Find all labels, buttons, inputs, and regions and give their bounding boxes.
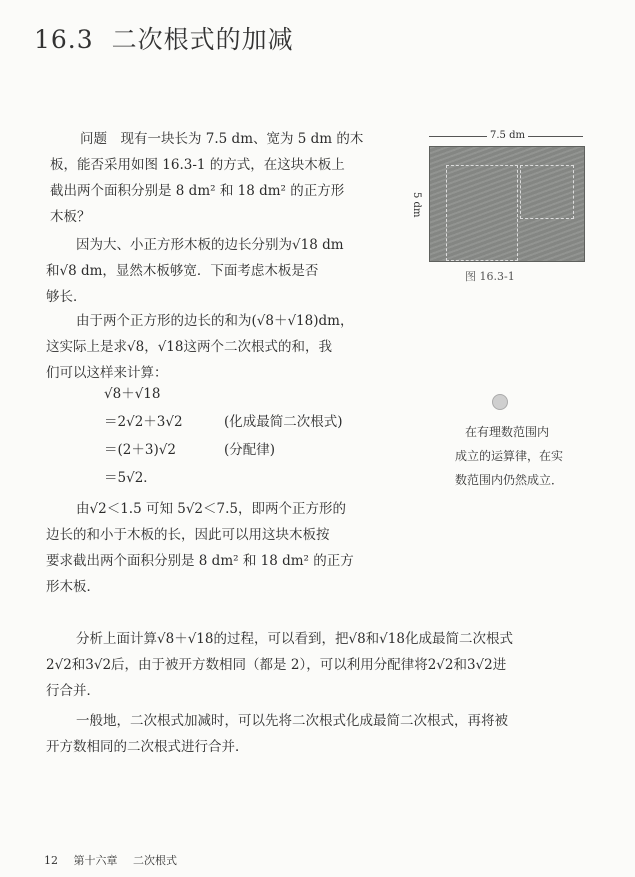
width-label: 7.5 dm bbox=[487, 130, 528, 141]
general-rule-paragraph bbox=[46, 708, 508, 760]
calc-expression: ＝2√2＋3√2 bbox=[104, 414, 183, 430]
calc-step bbox=[104, 380, 404, 408]
page-number: 12 bbox=[44, 854, 58, 867]
general-line: 开方数相同的二次根式进行合并． bbox=[46, 739, 249, 755]
height-label: 5 dm bbox=[411, 192, 422, 218]
calc-note: (化成最简二次根式) bbox=[224, 414, 343, 430]
problem-line: 木板？ bbox=[50, 209, 91, 225]
wooden-board bbox=[429, 146, 585, 262]
paragraph-line: 们可以这样来计算： bbox=[46, 365, 168, 381]
problem-line: 问题 现有一块长为 7.5 dm、宽为 5 dm 的木 bbox=[80, 131, 364, 147]
general-line: 一般地，二次根式加减时，可以先将二次根式化成最简二次根式，再将被 bbox=[76, 713, 508, 729]
margin-note bbox=[455, 420, 563, 492]
page-footer bbox=[44, 852, 189, 868]
chapter-label: 第十六章 bbox=[73, 854, 118, 867]
board-figure bbox=[411, 130, 587, 264]
figure-caption: 图 16.3-1 bbox=[465, 270, 515, 283]
paragraph-line: 和√8 dm，显然木板够宽．下面考虑木板是否 bbox=[46, 263, 319, 279]
problem-line: 截出两个面积分别是 8 dm² 和 18 dm² 的正方形 bbox=[50, 183, 345, 199]
calc-step bbox=[104, 436, 404, 464]
paragraph-2 bbox=[46, 308, 353, 386]
calculation-block bbox=[104, 380, 404, 492]
problem-line: 板，能否采用如图 16.3-1 的方式，在这块木板上 bbox=[50, 157, 345, 173]
width-dimension-line bbox=[429, 130, 583, 141]
analysis-line: 分析上面计算√8＋√18的过程，可以看到，把√8和√18化成最简二次根式 bbox=[76, 631, 513, 647]
problem-paragraph bbox=[50, 126, 363, 230]
calc-step bbox=[104, 464, 404, 492]
analysis-paragraph bbox=[46, 626, 513, 704]
paragraph-line: 这实际上是求√8，√18这两个二次根式的和，我 bbox=[46, 339, 332, 355]
margin-note-line: 数范围内仍然成立． bbox=[455, 473, 564, 487]
calc-expression: ＝(2＋3)√2 bbox=[104, 442, 176, 458]
paragraph-line: 要求截出两个面积分别是 8 dm² 和 18 dm² 的正方 bbox=[46, 553, 354, 569]
large-square-outline bbox=[446, 165, 518, 261]
paragraph-line: 由√2＜1.5 可知 5√2＜7.5，即两个正方形的 bbox=[76, 501, 346, 517]
calc-note: (分配律) bbox=[224, 442, 276, 458]
calc-expression: ＝5√2． bbox=[104, 470, 157, 486]
analysis-line: 2√2和3√2后，由于被开方数相同（都是 2），可以利用分配律将2√2和3√2进 bbox=[46, 657, 507, 673]
margin-note-line: 在有理数范围内 bbox=[465, 425, 550, 439]
section-heading: 二次根式的加减 bbox=[111, 25, 294, 54]
chapter-title: 二次根式 bbox=[133, 854, 177, 867]
small-square-outline bbox=[520, 165, 574, 219]
note-marker-icon bbox=[492, 394, 508, 410]
calc-expression: √8＋√18 bbox=[104, 386, 161, 402]
margin-note-line: 成立的运算律，在实 bbox=[455, 449, 564, 463]
paragraph-line: 边长的和小于木板的长，因此可以用这块木板按 bbox=[46, 527, 330, 543]
paragraph-line: 因为大、小正方形木板的边长分别为√18 dm bbox=[76, 237, 344, 253]
paragraph-line: 由于两个正方形的边长的和为(√8＋√18)dm， bbox=[76, 313, 354, 329]
paragraph-line: 形木板． bbox=[46, 579, 100, 595]
analysis-line: 行合并． bbox=[46, 683, 100, 699]
section-title bbox=[34, 20, 294, 56]
calc-step bbox=[104, 408, 404, 436]
paragraph-1 bbox=[46, 232, 344, 310]
paragraph-line: 够长． bbox=[46, 289, 87, 305]
section-number: 16.3 bbox=[34, 25, 94, 54]
paragraph-3 bbox=[46, 496, 354, 600]
